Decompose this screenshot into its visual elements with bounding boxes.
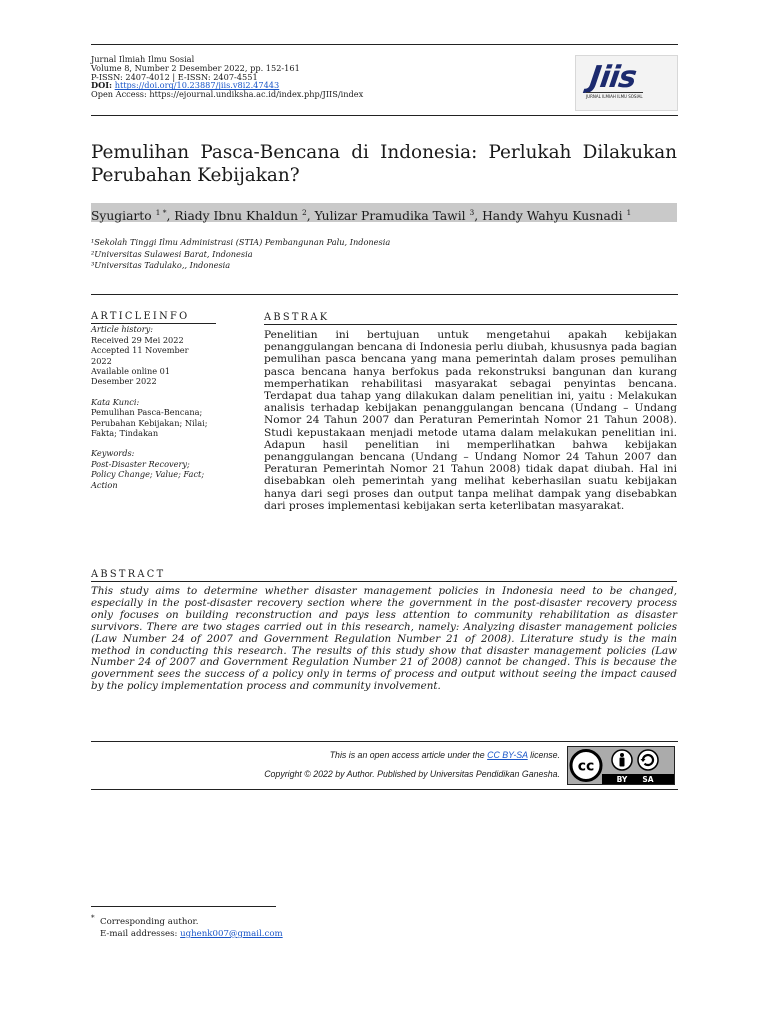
abstrak-heading: ABSTRAK	[264, 312, 330, 323]
author-name: , Riady Ibnu Khaldun	[166, 209, 303, 224]
cc-icon: cc	[577, 758, 595, 775]
footnote-rule	[91, 906, 276, 907]
author-name: , Handy Wahyu Kusnadi	[474, 209, 627, 224]
footnote	[91, 912, 283, 940]
article-info	[91, 312, 216, 490]
sa-label: SA	[642, 775, 654, 784]
share-alike-icon	[638, 750, 658, 770]
available-date-year: Desember 2022	[91, 376, 157, 387]
journal-issn: P-ISSN: 2407-4012 | E-ISSN: 2407-4551	[91, 71, 258, 82]
keywords-label: Keywords:	[91, 448, 135, 459]
author-affil-sup: 3	[469, 208, 475, 217]
abstrak-rule	[264, 324, 677, 325]
cc-by-sa-badge[interactable]	[567, 746, 675, 785]
keywords-line: Post-Disaster Recovery;	[91, 458, 190, 469]
affiliation-3: ³Universitas Tadulako,, Indonesia	[91, 260, 231, 270]
paper-title	[91, 141, 677, 187]
corresponding-author: * Corresponding author.	[91, 913, 199, 927]
abstract-text: This study aims to determine whether disaster management policies in Indonesia need to be changed, especially in the post-disaster recovery section where the government in the post-disaster recovery process only focuses on building reconstruction and pays less attention to community rehabilitation as disaster survivors. There are two stages carried out in this research, namely: Analyzing disaster management policies (Law Number 24 of 2007 and Government Regulation Number 21 of 2008). Literature study is the main method in conducting this research. The results of this study show that disaster management policies (Law Number 24 of 2007 and Government Regulation Number 21 of 2008) cannot be changed. This is because the government sees the success of a policy only in terms of process and output without seeing the impact caused by the policy implementation process and community involvement.	[91, 585, 677, 693]
author-affil-sup: 1	[626, 208, 632, 217]
affiliation-1: ¹Sekolah Tinggi Ilmu Administrasi (STIA) Pembangunan Palu, Indonesia	[91, 237, 391, 247]
affiliation-2: ²Universitas Sulawesi Barat, Indonesia	[91, 248, 253, 259]
available-date: Available online 01	[91, 366, 171, 377]
history-label: Article history:	[91, 324, 153, 335]
author-email-link[interactable]: ughenk007@gmail.com	[180, 928, 283, 939]
author-affil-sup: 2	[302, 208, 307, 217]
affiliations	[91, 237, 390, 272]
author-affil-sup: 1 *	[155, 208, 167, 217]
email-line: E-mail addresses: ughenk007@gmail.com	[100, 928, 283, 939]
license-copyright: Copyright © 2022 by Author. Published by Universitas Pendidikan Ganesha.	[264, 769, 560, 779]
license-block	[200, 746, 560, 784]
abstract-rule	[91, 581, 677, 582]
header-rule	[91, 115, 678, 116]
received-date: Received 29 Mei 2022	[91, 334, 184, 345]
abstrak-text: Penelitian ini bertujuan untuk mengetahui apakah kebijakan penanggulangan bencana di Indonesia perlu diubah, khususnya pada bagian pemulihan pasca bencana yang mana pemerintah dalam proses pemulihan pasca bencana hanya berfokus pada rekonstruksi bangunan dan kurang memperhatikan rehabilitasi masyarakat sebagai penyintas bencana. Terdapat dua tahap yang dilakukan dalam penelitian ini, yaitu : Melakukan analisis terhadap kebijakan penanggulangan bencana (Undang – Undang Nomor 24 Tahun 2007 dan Peraturan Pemerintah Nomor 21 Tahun 2008). Studi kepustakaan menjadi metode utama dalam melakukan penelitian ini. Adapun hasil penelitian ini memperlihatkan bahwa kebijakan penanggulangan bencana (Undang – Undang Nomor 24 Tahun 2007 dan Peraturan Pemerintah Nomor 21 Tahun 2008) tidak dapat diubah. Hal ini disebabkan oleh pemerintah yang melihat keberhasilan suatu kebijakan hanya dari segi proses dan output tanpa melihat dampak yang disebabkan dari proses implementasi kebijakan serta keterlibatan masyarakat.	[264, 329, 677, 512]
license-rule-top	[91, 741, 678, 742]
abstract-section	[91, 569, 677, 693]
accepted-date: Accepted 11 November	[91, 345, 189, 356]
journal-open-access: Open Access: https://ejournal.undiksha.ac.id/index.php/JIIS/index	[91, 89, 364, 100]
author-name: Syugiarto	[91, 209, 156, 224]
abstrak-section	[264, 312, 677, 512]
kata-kunci-line: Perubahan Kebijakan; Nilai;	[91, 417, 208, 428]
kata-kunci-line: Fakta; Tindakan	[91, 428, 159, 439]
journal-volume: Volume 8, Number 2 Desember 2022, pp. 152-161	[91, 62, 300, 73]
section-rule	[91, 294, 678, 295]
journal-header	[91, 55, 363, 99]
by-label: BY	[616, 775, 628, 784]
top-rule	[91, 44, 678, 45]
journal-name: Jurnal Ilmiah Ilmu Sosial	[91, 54, 195, 64]
cc-by-sa-link[interactable]: CC BY-SA	[487, 750, 528, 760]
accepted-date-year: 2022	[91, 355, 112, 366]
article-info-heading: ARTICLEINFO	[91, 311, 190, 322]
license-line-1: This is an open access article under the CC BY-SA license.	[329, 750, 560, 760]
title-line-1: Pemulihan Pasca-Bencana di Indonesia: Perlukah Dilakukan	[91, 142, 677, 163]
abstract-heading: ABSTRACT	[91, 569, 166, 580]
keywords-line: Policy Change; Value; Fact;	[91, 469, 205, 480]
doi-label: DOI:	[91, 80, 113, 91]
logo-wordmark: Jiis	[587, 60, 639, 95]
footnote-marker: *	[91, 913, 95, 922]
license-rule-bottom	[91, 789, 678, 790]
authors-bar	[91, 203, 677, 222]
journal-logo	[575, 55, 678, 111]
logo-subtitle: JURNAL ILMIAH ILMU SOSIAL	[586, 94, 643, 99]
kata-kunci-line: Pemulihan Pasca-Bencana;	[91, 407, 203, 418]
doi-link[interactable]: https://doi.org/10.23887/jiis.v8i2.47443	[114, 80, 280, 91]
title-line-2: Perubahan Kebijakan?	[91, 165, 300, 186]
author-name: , Yulizar Pramudika Tawil	[306, 209, 470, 224]
cc-badge-graphic	[568, 747, 674, 784]
kata-kunci-label: Kata Kunci:	[91, 396, 140, 407]
keywords-line: Action	[91, 479, 118, 490]
